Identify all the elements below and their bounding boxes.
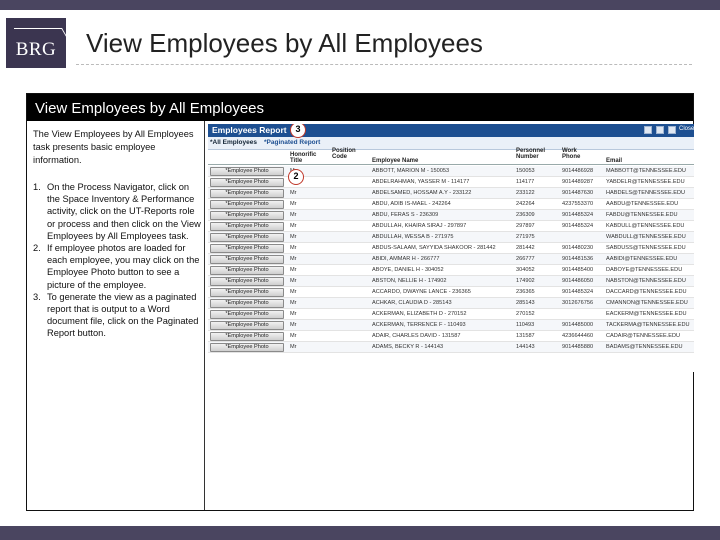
employee-photo-button[interactable]: *Employee Photo bbox=[210, 178, 284, 187]
email-cell: FABDU@TENNESSEE.EDU bbox=[606, 212, 678, 218]
paginated-report-button[interactable]: *Paginated Report bbox=[264, 139, 321, 146]
honorific-cell: Mr bbox=[290, 201, 297, 207]
report-grid-header bbox=[208, 148, 694, 165]
personnel-number-cell: 236309 bbox=[516, 212, 535, 218]
work-phone-cell: 9014489287 bbox=[562, 179, 594, 185]
email-cell: KABDULL@TENNESSEE.EDU bbox=[606, 223, 685, 229]
work-phone-cell: 9014485400 bbox=[562, 267, 594, 273]
table-row[interactable] bbox=[208, 331, 694, 342]
personnel-number-cell: 242264 bbox=[516, 201, 535, 207]
employee-name-cell: ABDUS-SALAAM, SAYYIDA SHAKOOR - 281442 bbox=[372, 245, 496, 251]
col-employee-name[interactable]: Employee Name bbox=[372, 158, 419, 164]
personnel-number-cell: 174902 bbox=[516, 278, 535, 284]
col-email[interactable]: Email bbox=[606, 158, 623, 164]
email-cell: AABDU@TENNESSEE.EDU bbox=[606, 201, 679, 207]
personnel-number-cell: 144143 bbox=[516, 344, 535, 350]
employee-photo-button[interactable]: *Employee Photo bbox=[210, 244, 284, 253]
work-phone-cell: 9014480230 bbox=[562, 245, 594, 251]
employee-name-cell: ABSTON, NELLIE H - 174902 bbox=[372, 278, 447, 284]
honorific-cell: Mr bbox=[290, 223, 297, 229]
col-work-phone[interactable]: Work Phone bbox=[562, 148, 581, 161]
print-icon[interactable] bbox=[644, 126, 652, 134]
frame-title: View Employees by All Employees bbox=[27, 94, 693, 121]
work-phone-cell: 9014485324 bbox=[562, 223, 594, 229]
step-item bbox=[33, 181, 201, 242]
table-row[interactable] bbox=[208, 243, 694, 254]
help-icon[interactable] bbox=[668, 126, 676, 134]
close-button[interactable]: Close bbox=[679, 126, 694, 132]
table-row[interactable] bbox=[208, 298, 694, 309]
employee-name-cell: ABDU, FERAS S - 236309 bbox=[372, 212, 439, 218]
employee-photo-button[interactable]: *Employee Photo bbox=[210, 310, 284, 319]
col-honorific[interactable]: Honorific Title bbox=[290, 152, 317, 165]
employee-photo-button[interactable]: *Employee Photo bbox=[210, 332, 284, 341]
report-tabs bbox=[208, 137, 694, 150]
col-personnel-number[interactable]: Personnel Number bbox=[516, 148, 546, 161]
employee-name-cell: ADAIR, CHARLES DAVID - 131587 bbox=[372, 333, 461, 339]
work-phone-cell: 3012676756 bbox=[562, 300, 594, 306]
report-title: Employees Report bbox=[212, 125, 287, 135]
save-icon[interactable] bbox=[656, 126, 664, 134]
table-row[interactable] bbox=[208, 265, 694, 276]
honorific-cell: Mr bbox=[290, 267, 297, 273]
employee-photo-button[interactable]: *Employee Photo bbox=[210, 321, 284, 330]
email-cell: EACKERM@TENNESSEE.EDU bbox=[606, 311, 687, 317]
employees-report-screenshot bbox=[208, 124, 694, 372]
step-text: To generate the view as a paginated report that is output to a Word document file, click on the Paginated Report button. bbox=[47, 291, 199, 339]
table-row[interactable] bbox=[208, 210, 694, 221]
employee-photo-button[interactable]: *Employee Photo bbox=[210, 200, 284, 209]
work-phone-cell: 4236644460 bbox=[562, 333, 594, 339]
column-divider bbox=[204, 121, 205, 510]
work-phone-cell: 9014485324 bbox=[562, 212, 594, 218]
honorific-cell: Mr bbox=[290, 289, 297, 295]
email-cell: HABDELS@TENNESSEE.EDU bbox=[606, 190, 686, 196]
employee-photo-button[interactable]: *Employee Photo bbox=[210, 222, 284, 231]
personnel-number-cell: 270152 bbox=[516, 311, 535, 317]
work-phone-cell: 9014485880 bbox=[562, 344, 594, 350]
personnel-number-cell: 110493 bbox=[516, 322, 535, 328]
employee-photo-button[interactable]: *Employee Photo bbox=[210, 299, 284, 308]
work-phone-cell: 9014485324 bbox=[562, 289, 594, 295]
honorific-cell: Mr bbox=[290, 190, 297, 196]
personnel-number-cell: 304052 bbox=[516, 267, 535, 273]
report-toolbar bbox=[644, 126, 676, 134]
employee-photo-button[interactable]: *Employee Photo bbox=[210, 277, 284, 286]
personnel-number-cell: 233122 bbox=[516, 190, 535, 196]
table-row[interactable] bbox=[208, 232, 694, 243]
brg-logo bbox=[6, 18, 66, 68]
table-row[interactable] bbox=[208, 309, 694, 320]
table-row[interactable] bbox=[208, 199, 694, 210]
employee-name-cell: ACKERMAN, ELIZABETH D - 270152 bbox=[372, 311, 467, 317]
work-phone-cell: 9014487630 bbox=[562, 190, 594, 196]
personnel-number-cell: 131587 bbox=[516, 333, 535, 339]
callout-paginated-report: 3 bbox=[290, 124, 306, 138]
honorific-cell: Mr bbox=[290, 212, 297, 218]
honorific-cell: Mr bbox=[290, 234, 297, 240]
personnel-number-cell: 114177 bbox=[516, 179, 535, 185]
employee-name-cell: ABOYE, DANIEL H - 304052 bbox=[372, 267, 444, 273]
personnel-number-cell: 266777 bbox=[516, 256, 535, 262]
email-cell: MABBOTT@TENNESSEE.EDU bbox=[606, 168, 686, 174]
table-row[interactable] bbox=[208, 287, 694, 298]
employee-name-cell: ACCARDO, DWAYNE LANCE - 236365 bbox=[372, 289, 471, 295]
table-row[interactable] bbox=[208, 177, 694, 188]
employee-photo-button[interactable]: *Employee Photo bbox=[210, 233, 284, 242]
employee-name-cell: ABDU, ADIB IS-MAEL - 242264 bbox=[372, 201, 451, 207]
col-position-code[interactable]: Position Code bbox=[332, 148, 356, 161]
table-row[interactable] bbox=[208, 221, 694, 232]
email-cell: DACCARD@TENNESSEE.EDU bbox=[606, 289, 687, 295]
email-cell: DABOYE@TENNESSEE.EDU bbox=[606, 267, 683, 273]
top-accent-bar bbox=[0, 0, 720, 10]
report-titlebar bbox=[208, 124, 694, 137]
step-item bbox=[33, 242, 201, 291]
email-cell: TACKERMA@TENNESSEE.EDU bbox=[606, 322, 690, 328]
employee-name-cell: ABDULLAH, KHAIRA SIRAJ - 297897 bbox=[372, 223, 467, 229]
employee-name-cell: ABDELSAMED, HOSSAM A.Y - 233122 bbox=[372, 190, 472, 196]
intro-text: The View Employees by All Employees task presents basic employee information. bbox=[33, 129, 194, 165]
honorific-cell: Mr bbox=[290, 344, 297, 350]
email-cell: AABIDI@TENNESSEE.EDU bbox=[606, 256, 678, 262]
step-number: 2. bbox=[33, 243, 41, 254]
honorific-cell: Mr bbox=[290, 278, 297, 284]
table-row[interactable] bbox=[208, 254, 694, 265]
step-text: On the Process Navigator, click on the Space Inventory & Performance activity, click on the UT-Reports role or process and then click on the View Employees by All Employees task. bbox=[47, 182, 201, 241]
employee-name-cell: ABDELRAHMAN, YASSER M - 114177 bbox=[372, 179, 470, 185]
bottom-accent-bar bbox=[0, 526, 720, 540]
logo-line-mark bbox=[14, 28, 52, 29]
report-grid-body bbox=[208, 166, 694, 353]
honorific-cell: Mr bbox=[290, 256, 297, 262]
email-cell: WABDULL@TENNESSEE.EDU bbox=[606, 234, 686, 240]
work-phone-cell: 9014481536 bbox=[562, 256, 594, 262]
employee-name-cell: ABBOTT, MARION M - 150053 bbox=[372, 168, 450, 174]
work-phone-cell: 9014485000 bbox=[562, 322, 594, 328]
personnel-number-cell: 236365 bbox=[516, 289, 535, 295]
honorific-cell: Mr bbox=[290, 322, 297, 328]
table-row[interactable] bbox=[208, 188, 694, 199]
personnel-number-cell: 297897 bbox=[516, 223, 535, 229]
slide-title: View Employees by All Employees bbox=[86, 28, 483, 58]
personnel-number-cell: 271975 bbox=[516, 234, 535, 240]
step-text: If employee photos are loaded for each employee, you may click on the Employee Photo button to see a picture of the employee. bbox=[47, 243, 200, 290]
employee-photo-button[interactable]: *Employee Photo bbox=[210, 255, 284, 264]
table-row[interactable] bbox=[208, 276, 694, 287]
logo-text: BRG bbox=[15, 39, 57, 60]
email-cell: CADAIR@TENNESSEE.EDU bbox=[606, 333, 681, 339]
work-phone-cell: 9014486928 bbox=[562, 168, 594, 174]
employee-name-cell: ABDULLAH, WESSA B - 271975 bbox=[372, 234, 454, 240]
employee-name-cell: ABIDI, AMMAR H - 266777 bbox=[372, 256, 440, 262]
work-phone-cell: 4237553370 bbox=[562, 201, 594, 207]
work-phone-cell: 9014486050 bbox=[562, 278, 594, 284]
email-cell: YABDELR@TENNESSEE.EDU bbox=[606, 179, 685, 185]
employee-photo-button[interactable]: *Employee Photo bbox=[210, 189, 284, 198]
table-row[interactable] bbox=[208, 166, 694, 177]
step-item bbox=[33, 291, 201, 340]
honorific-cell: Mr bbox=[290, 300, 297, 306]
table-row[interactable] bbox=[208, 320, 694, 331]
email-cell: CMANNON@TENNESSEE.EDU bbox=[606, 300, 688, 306]
personnel-number-cell: 281442 bbox=[516, 245, 535, 251]
steps-list bbox=[33, 181, 201, 340]
honorific-cell: Mr bbox=[290, 245, 297, 251]
callout-employee-photo: 2 bbox=[288, 169, 304, 185]
honorific-cell: Mr bbox=[290, 333, 297, 339]
content-frame bbox=[26, 93, 694, 511]
tab-all-employees[interactable]: *All Employees bbox=[210, 139, 257, 146]
title-divider bbox=[76, 64, 692, 65]
employee-name-cell: ADAMS, BECKY R - 144143 bbox=[372, 344, 444, 350]
table-row[interactable] bbox=[208, 342, 694, 353]
employee-photo-button[interactable]: *Employee Photo bbox=[210, 266, 284, 275]
employee-name-cell: ACKERMAN, TERRENCE F - 110493 bbox=[372, 322, 466, 328]
employee-photo-button[interactable]: *Employee Photo bbox=[210, 343, 284, 352]
email-cell: BADAMS@TENNESSEE.EDU bbox=[606, 344, 683, 350]
step-number: 1. bbox=[33, 182, 41, 192]
employee-photo-button[interactable]: *Employee Photo bbox=[210, 167, 284, 176]
step-number: 3. bbox=[33, 291, 41, 302]
employee-photo-button[interactable]: *Employee Photo bbox=[210, 211, 284, 220]
honorific-cell: Mr bbox=[290, 311, 297, 317]
employee-photo-button[interactable]: *Employee Photo bbox=[210, 288, 284, 297]
email-cell: NABSTON@TENNESSEE.EDU bbox=[606, 278, 686, 284]
personnel-number-cell: 150053 bbox=[516, 168, 535, 174]
email-cell: SABDUSS@TENNESSEE.EDU bbox=[606, 245, 686, 251]
employee-name-cell: ACHKAR, CLAUDIA D - 285143 bbox=[372, 300, 452, 306]
personnel-number-cell: 285143 bbox=[516, 300, 535, 306]
